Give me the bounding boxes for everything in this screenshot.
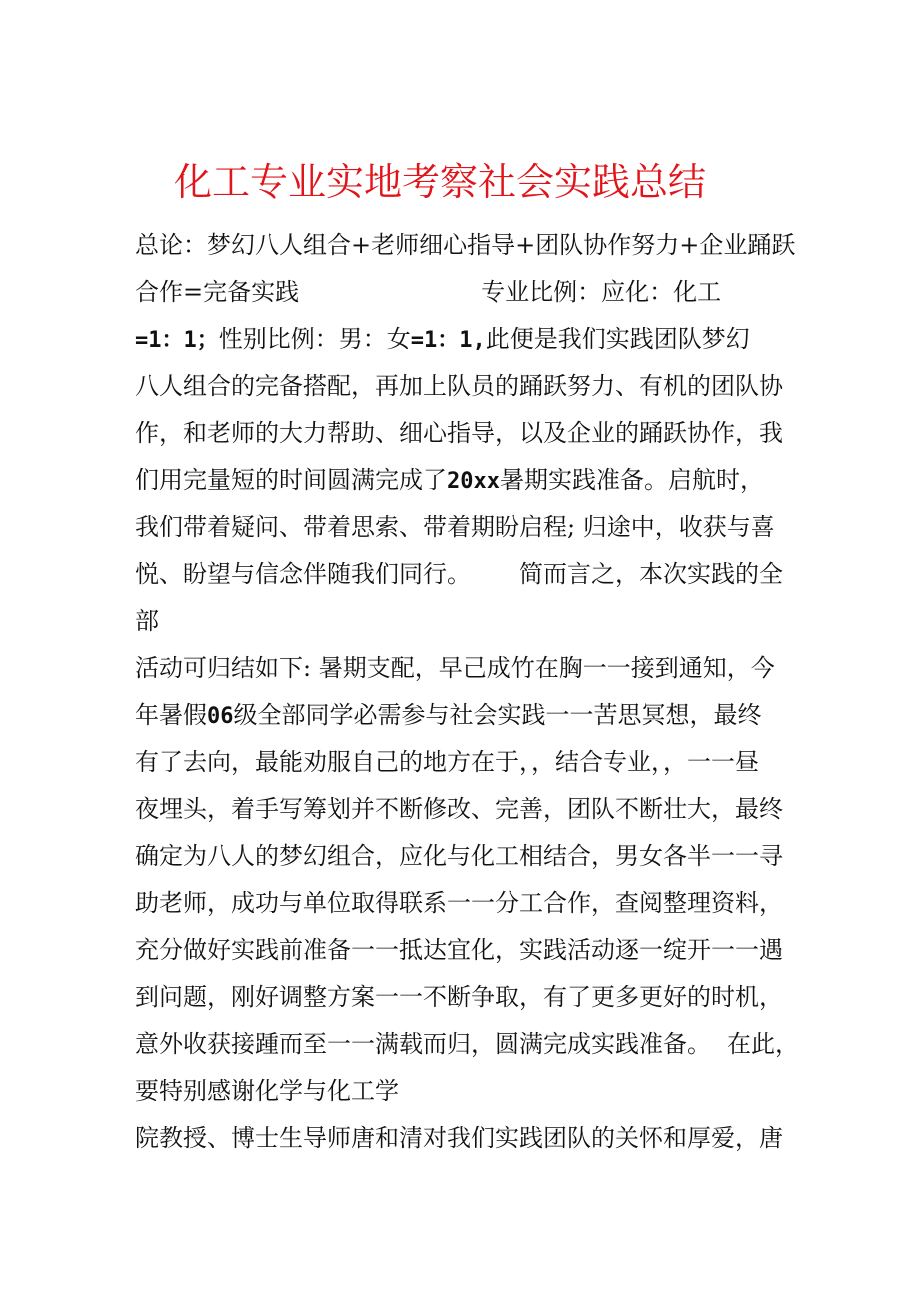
text-segment: 总论：梦幻八人组合+老师细心指导+团队协作努力+企业踊跃 xyxy=(135,231,796,259)
text-segment: 专业比例：应化：化工 xyxy=(481,278,722,306)
text-segment: 助老师，成功与单位取得联系一一分工合作，查阅整理资料， xyxy=(135,889,783,917)
body-line-18 xyxy=(135,1021,799,1068)
text-segment: 性别比例：男：女 xyxy=(218,325,411,353)
body-line-17 xyxy=(135,974,795,1021)
text-segment: 确定为八人的梦幻组合，应化与化工相结合，男女各半一一寻 xyxy=(135,842,783,870)
text-segment: 悦、盼望与信念伴随我们同行。 xyxy=(135,560,471,588)
text-segment: 八人组合的完备搭配，再加上队员的踊跃努力、有机的团队协 xyxy=(135,372,783,400)
body-line-16 xyxy=(135,927,795,974)
year-value: 20xx xyxy=(447,469,500,494)
text-segment: 活动可归结如下: 暑期支配，早己成竹在胸一一接到通知，今 xyxy=(135,654,775,682)
text-segment: 院教授、博士生导师唐和清对我们实践团队的关怀和厚爱，唐 xyxy=(135,1124,783,1152)
text-segment: 级全部同学必需参与社会实践一一苦思冥想，最终 xyxy=(233,701,762,729)
body-line-1 xyxy=(135,222,795,269)
body-line-9 xyxy=(135,598,795,645)
text-segment: 部 xyxy=(135,607,159,635)
text-segment: 要特别感谢化学与化工学 xyxy=(135,1077,399,1105)
document-body xyxy=(135,222,799,1162)
body-line-12 xyxy=(135,739,795,786)
body-line-11 xyxy=(135,692,795,739)
body-line-6 xyxy=(135,457,795,504)
body-line-5 xyxy=(135,410,795,457)
text-segment: 作，和老师的大力帮助、细心指导，以及企业的踊跃协作，我 xyxy=(135,419,783,447)
text-segment: 年暑假 xyxy=(135,701,207,729)
text-segment: 此便是我们实践团队梦幻 xyxy=(485,325,750,353)
text-segment: 我们带着疑问、带着思索、带着期盼启程; 归途中，收获与喜 xyxy=(135,513,775,541)
document-title: 化工专业实地考察社会实践总结 xyxy=(173,160,706,204)
body-line-7 xyxy=(135,504,795,551)
text-segment: 们用完量短的时间圆满完成了 xyxy=(135,466,447,494)
body-line-2 xyxy=(135,269,795,316)
text-segment: 有了去向，最能劝服自己的地方在于，，结合专业，，一一昼 xyxy=(135,748,759,776)
grade-value: 06 xyxy=(207,704,234,729)
body-line-14 xyxy=(135,833,795,880)
ratio-value: =1：1, xyxy=(410,328,486,353)
text-segment: 在此， xyxy=(727,1030,799,1058)
text-segment: 夜埋头，着手写筹划并不断修改、完善，团队不断壮大，最终 xyxy=(135,795,783,823)
text-segment: 简而言之，本次实践的全 xyxy=(519,560,783,588)
text-segment: 合作=完备实践 xyxy=(135,278,300,306)
body-line-15 xyxy=(135,880,795,927)
ratio-value: =1：1； xyxy=(135,328,219,353)
body-line-19 xyxy=(135,1068,795,1115)
body-line-8 xyxy=(135,551,795,598)
text-segment: 暑期实践准备。启航时， xyxy=(499,466,764,494)
body-line-4 xyxy=(135,363,795,410)
text-segment: 意外收获接踵而至一一满载而归，圆满完成实践准备。 xyxy=(135,1030,711,1058)
body-line-3 xyxy=(135,316,795,363)
body-line-13 xyxy=(135,786,795,833)
body-line-10 xyxy=(135,645,795,692)
text-segment: 到问题，刚好调整方案一一不断争取，有了更多更好的时机， xyxy=(135,983,783,1011)
text-segment: 充分做好实践前准备一一抵达宜化，实践活动逐一绽开一一遇 xyxy=(135,936,783,964)
body-line-20 xyxy=(135,1115,795,1162)
